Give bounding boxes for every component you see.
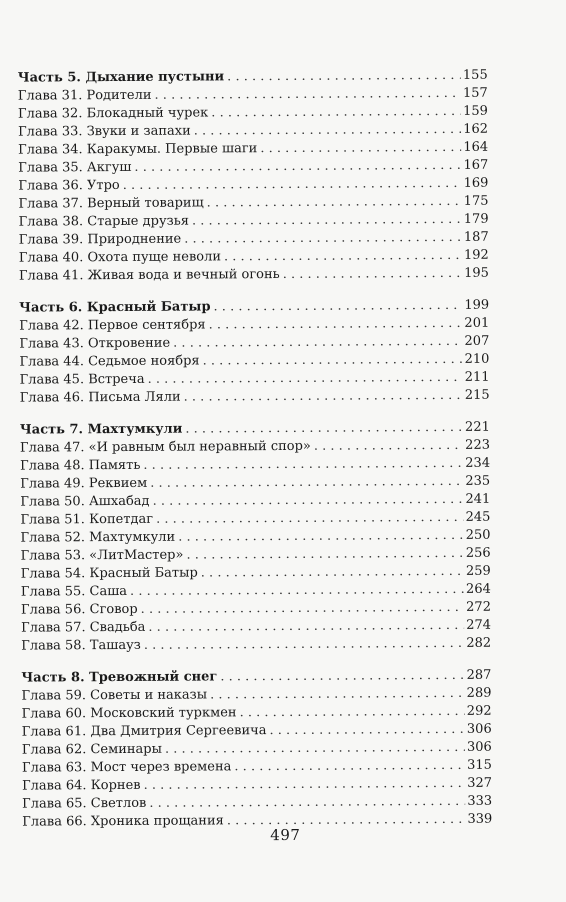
chapter-title: Глава 35. Акгуш (18, 159, 132, 176)
dot-leader (227, 67, 461, 86)
toc-page-number: 250 (465, 527, 491, 543)
dot-leader (149, 793, 465, 813)
toc-page-number: 169 (463, 175, 489, 191)
toc-page-number: 256 (465, 545, 491, 561)
dot-leader (152, 491, 463, 511)
dot-leader (173, 333, 462, 353)
chapter-title: Глава 63. Мост через времена (21, 759, 232, 776)
dot-leader (283, 265, 463, 284)
toc-page-number: 199 (464, 297, 490, 313)
toc-page-number: 306 (466, 739, 492, 755)
toc-page-number: 289 (466, 685, 492, 701)
toc-section (19, 297, 490, 408)
toc-page-number: 215 (464, 387, 490, 403)
dot-leader (201, 563, 464, 583)
toc-page-number: 179 (463, 211, 489, 227)
chapter-title: Глава 61. Два Дмитрия Сергеевича (21, 723, 267, 740)
toc-page-number: 274 (466, 617, 492, 633)
chapter-title: Глава 51. Копетдаг (20, 511, 154, 528)
dot-leader (186, 545, 463, 565)
chapter-title: Глава 49. Реквием (20, 475, 148, 492)
dot-leader (184, 229, 462, 249)
dot-leader (314, 437, 463, 456)
toc-page-number: 259 (465, 563, 491, 579)
chapter-title: Глава 43. Откровение (19, 335, 171, 352)
chapter-title: Глава 31. Родители (17, 87, 152, 104)
toc-page-number: 264 (465, 581, 491, 597)
toc-page-number: 162 (463, 121, 489, 137)
toc-page-number: 339 (467, 811, 493, 827)
toc-page-number: 235 (465, 473, 491, 489)
dot-leader (211, 103, 461, 123)
toc-page-number: 187 (463, 229, 489, 245)
chapter-title: Глава 56. Сговор (20, 601, 138, 618)
toc-page-number: 167 (463, 157, 489, 173)
chapter-title: Глава 59. Советы и наказы (21, 687, 208, 704)
dot-leader (207, 193, 462, 213)
dot-leader (210, 685, 465, 705)
toc-page-number: 221 (464, 419, 490, 435)
part-title: Часть 6. Красный Батыр (19, 299, 211, 316)
part-title: Часть 5. Дыхание пустыни (17, 69, 225, 86)
part-title: Часть 7. Махтумкули (19, 421, 183, 438)
dot-leader (143, 455, 463, 475)
dot-leader (192, 211, 462, 231)
dot-leader (194, 121, 462, 141)
dot-leader (178, 527, 464, 547)
dot-leader (144, 775, 466, 795)
chapter-title: Глава 36. Утро (18, 177, 120, 194)
dot-leader (260, 139, 461, 158)
toc-chapter-entry (21, 635, 491, 656)
toc-page-number: 333 (467, 793, 493, 809)
dot-leader (240, 703, 465, 722)
chapter-title: Глава 54. Красный Батыр (20, 565, 198, 582)
toc-page-number: 315 (467, 757, 492, 773)
dot-leader (165, 739, 465, 759)
toc-page-number: 287 (466, 667, 492, 683)
dot-leader (269, 721, 465, 740)
chapter-title: Глава 46. Письма Ляли (19, 389, 181, 406)
chapter-title: Глава 53. «ЛитМастер» (20, 547, 184, 564)
dot-leader (220, 667, 464, 686)
toc-page-number: 157 (462, 85, 488, 101)
chapter-title: Глава 64. Корнев (22, 777, 141, 794)
dot-leader (185, 419, 463, 439)
chapter-title: Глава 65. Светлов (22, 795, 147, 812)
toc-page-number: 245 (465, 509, 491, 525)
chapter-title: Глава 32. Блокадный чурек (17, 105, 209, 122)
toc-section (21, 667, 492, 832)
toc-section (20, 419, 491, 656)
dot-leader (123, 175, 462, 195)
dot-leader (134, 157, 461, 177)
dot-leader (148, 617, 464, 637)
chapter-title: Глава 39. Природнение (18, 231, 182, 248)
chapter-title: Глава 66. Хроника прощания (22, 813, 224, 830)
toc-section (18, 67, 489, 286)
toc-page-number: 175 (463, 193, 489, 209)
toc-page-number: 223 (465, 437, 491, 453)
chapter-title: Глава 47. «И равным был неравный спор» (19, 438, 311, 456)
dot-leader (184, 387, 463, 407)
toc-page-number: 272 (466, 599, 492, 615)
chapter-title: Глава 55. Саша (20, 583, 128, 600)
chapter-title: Глава 38. Старые друзья (18, 213, 190, 230)
toc-page-number: 282 (466, 635, 492, 651)
toc-page-number: 210 (464, 351, 490, 367)
toc-page-number: 201 (464, 315, 490, 331)
chapter-title: Глава 60. Московский туркмен (21, 705, 237, 722)
toc-page-number: 211 (464, 369, 490, 385)
toc-page-number: 207 (464, 333, 490, 349)
toc-chapter-entry (19, 265, 489, 286)
toc-page-number: 241 (465, 491, 491, 507)
table-of-contents (18, 67, 493, 846)
dot-leader (156, 509, 464, 529)
dot-leader (234, 757, 465, 776)
chapter-title: Глава 41. Живая вода и вечный огонь (18, 267, 280, 284)
chapter-title: Глава 52. Махтумкули (20, 529, 176, 546)
dot-leader (154, 85, 461, 105)
chapter-title: Глава 44. Седьмое ноября (19, 353, 200, 370)
dot-leader (148, 369, 463, 389)
chapter-title: Глава 40. Охота пуще неволи (18, 249, 222, 266)
dot-leader (209, 315, 463, 335)
dot-leader (144, 635, 465, 655)
dot-leader (141, 599, 465, 619)
chapter-title: Глава 50. Ашхабад (20, 493, 150, 510)
toc-page-number: 159 (463, 103, 488, 119)
part-title: Часть 8. Тревожный снег (21, 669, 218, 686)
chapter-title: Глава 37. Верный товарищ (18, 195, 204, 212)
chapter-title: Глава 45. Встреча (19, 371, 145, 388)
chapter-title: Глава 48. Память (20, 457, 141, 474)
toc-page-number: 192 (463, 247, 489, 263)
toc-page-number: 195 (464, 265, 489, 281)
toc-page-number: 234 (465, 455, 491, 471)
toc-page-number: 327 (467, 775, 493, 791)
page-number: 497 (270, 825, 301, 845)
toc-page-number: 155 (462, 67, 488, 83)
dot-leader (224, 247, 462, 266)
toc-page-number: 164 (463, 139, 489, 155)
toc-page-number: 292 (466, 703, 492, 719)
toc-chapter-entry (20, 387, 490, 408)
dot-leader (130, 581, 464, 601)
dot-leader (150, 473, 463, 493)
chapter-title: Глава 62. Семинары (21, 741, 162, 758)
chapter-title: Глава 57. Свадьба (21, 619, 146, 636)
chapter-title: Глава 58. Ташауз (21, 637, 141, 654)
dot-leader (213, 297, 462, 317)
chapter-title: Глава 42. Первое сентября (19, 317, 206, 334)
chapter-title: Глава 33. Звуки и запахи (18, 123, 191, 140)
dot-leader (203, 351, 463, 371)
toc-page-number: 306 (466, 721, 492, 737)
chapter-title: Глава 34. Каракумы. Первые шаги (18, 141, 258, 158)
